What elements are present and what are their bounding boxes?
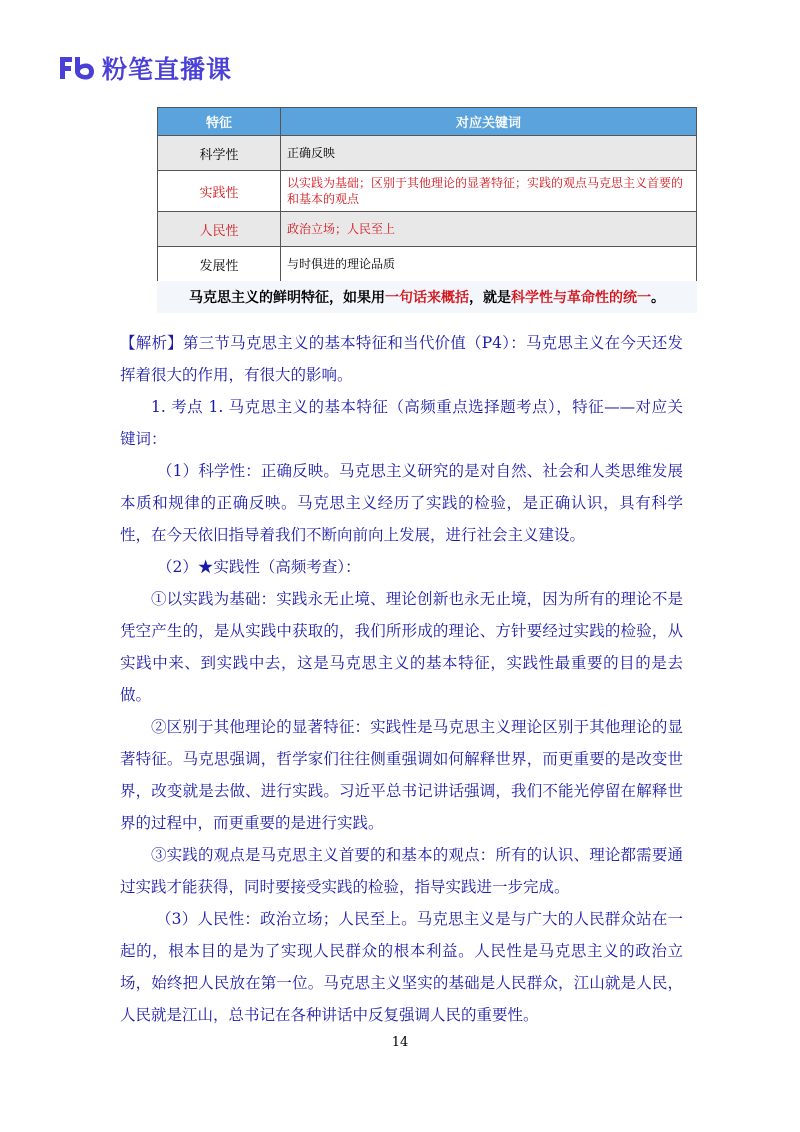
summary-highlight-1: 一句话来概括 (385, 290, 469, 306)
paragraph-topic: 1. 考点 1. 马克思主义的基本特征（高频重点选择题考点），特征——对应关键词： (120, 398, 683, 448)
paragraph-practical-heading: （2）★实践性（高频考查）： (157, 558, 361, 576)
summary-text-2: ，就是 (469, 290, 511, 306)
keyword-cell: 以实践为基础；区别于其他理论的显著特征；实践的观点马克思主义首要的和基本的观点 (281, 171, 697, 212)
paragraph-practical-1: ①以实践为基础：实践永无止境、理论创新也永无止境，因为所有的理论不是凭空产生的，是从实践中获取的，我们所形成的理论、方针要经过实践的检验，从实践中来、到实践中去，这是马克思主义的基本特征，实践性最重要的目的是去做。 (120, 590, 683, 704)
table-row (158, 136, 697, 171)
paragraph-practical-2: ②区别于其他理论的显著特征：实践性是马克思主义理论区别于其他理论的显著特征。马克思强调，哲学家们往往侧重强调如何解释世界，而更重要的是改变世界，改变就是去做、进行实践。习近平总书记讲话强调，我们不能光停留在解释世界的过程中，而更重要的是进行实践。 (120, 718, 683, 832)
feature-cell: 发展性 (158, 247, 281, 282)
summary-text-1: 马克思主义的鲜明特征，如果用 (189, 290, 385, 306)
analysis-body (120, 327, 683, 1031)
keyword-cell: 正确反映 (281, 136, 697, 171)
paragraph-intro: 【解析】第三节马克思主义的基本特征和当代价值（P4）：马克思主义在今天还发挥着很大的作用，有很大的影响。 (120, 334, 683, 384)
fenbi-logo-icon (58, 55, 96, 81)
paragraph-people: （3）人民性：政治立场；人民至上。马克思主义是与广大的人民群众站在一起的，根本目的是为了实现人民群众的根本利益。人民性是马克思主义的政治立场，始终把人民放在第一位。马克思主义坚实的基础是人民群众，江山就是人民，人民就是江山，总书记在各种讲话中反复强调人民的重要性。 (120, 910, 683, 1024)
feature-cell: 科学性 (158, 136, 281, 171)
table-header-row (158, 108, 697, 136)
table-header-keyword: 对应关键词 (281, 108, 697, 136)
brand-logo (58, 50, 232, 86)
features-table (157, 107, 697, 282)
logo-text: 粉笔直播课 (102, 55, 233, 84)
table-header-feature: 特征 (158, 108, 281, 136)
keyword-cell: 与时俱进的理论品质 (281, 247, 697, 282)
table-row (158, 247, 697, 282)
paragraph-practical-3: ③实践的观点是马克思主义首要的和基本的观点：所有的认识、理论都需要通过实践才能获得，同时要接受实践的检验，指导实践进一步完成。 (120, 846, 683, 896)
table-row (158, 212, 697, 247)
summary-banner (157, 281, 697, 313)
paragraph-scientific: （1）科学性：正确反映。马克思主义研究的是对自然、社会和人类思维发展本质和规律的正确反映。马克思主义经历了实践的检验，是正确认识，具有科学性，在今天依旧指导着我们不断向前向上发展，进行社会主义建设。 (120, 462, 683, 544)
table-row (158, 171, 697, 212)
page-number: 14 (391, 1035, 409, 1050)
summary-text-3: 。 (651, 290, 665, 306)
feature-cell: 实践性 (158, 171, 281, 212)
keyword-cell: 政治立场；人民至上 (281, 212, 697, 247)
feature-cell: 人民性 (158, 212, 281, 247)
summary-highlight-2: 科学性与革命性的统一 (511, 290, 651, 306)
